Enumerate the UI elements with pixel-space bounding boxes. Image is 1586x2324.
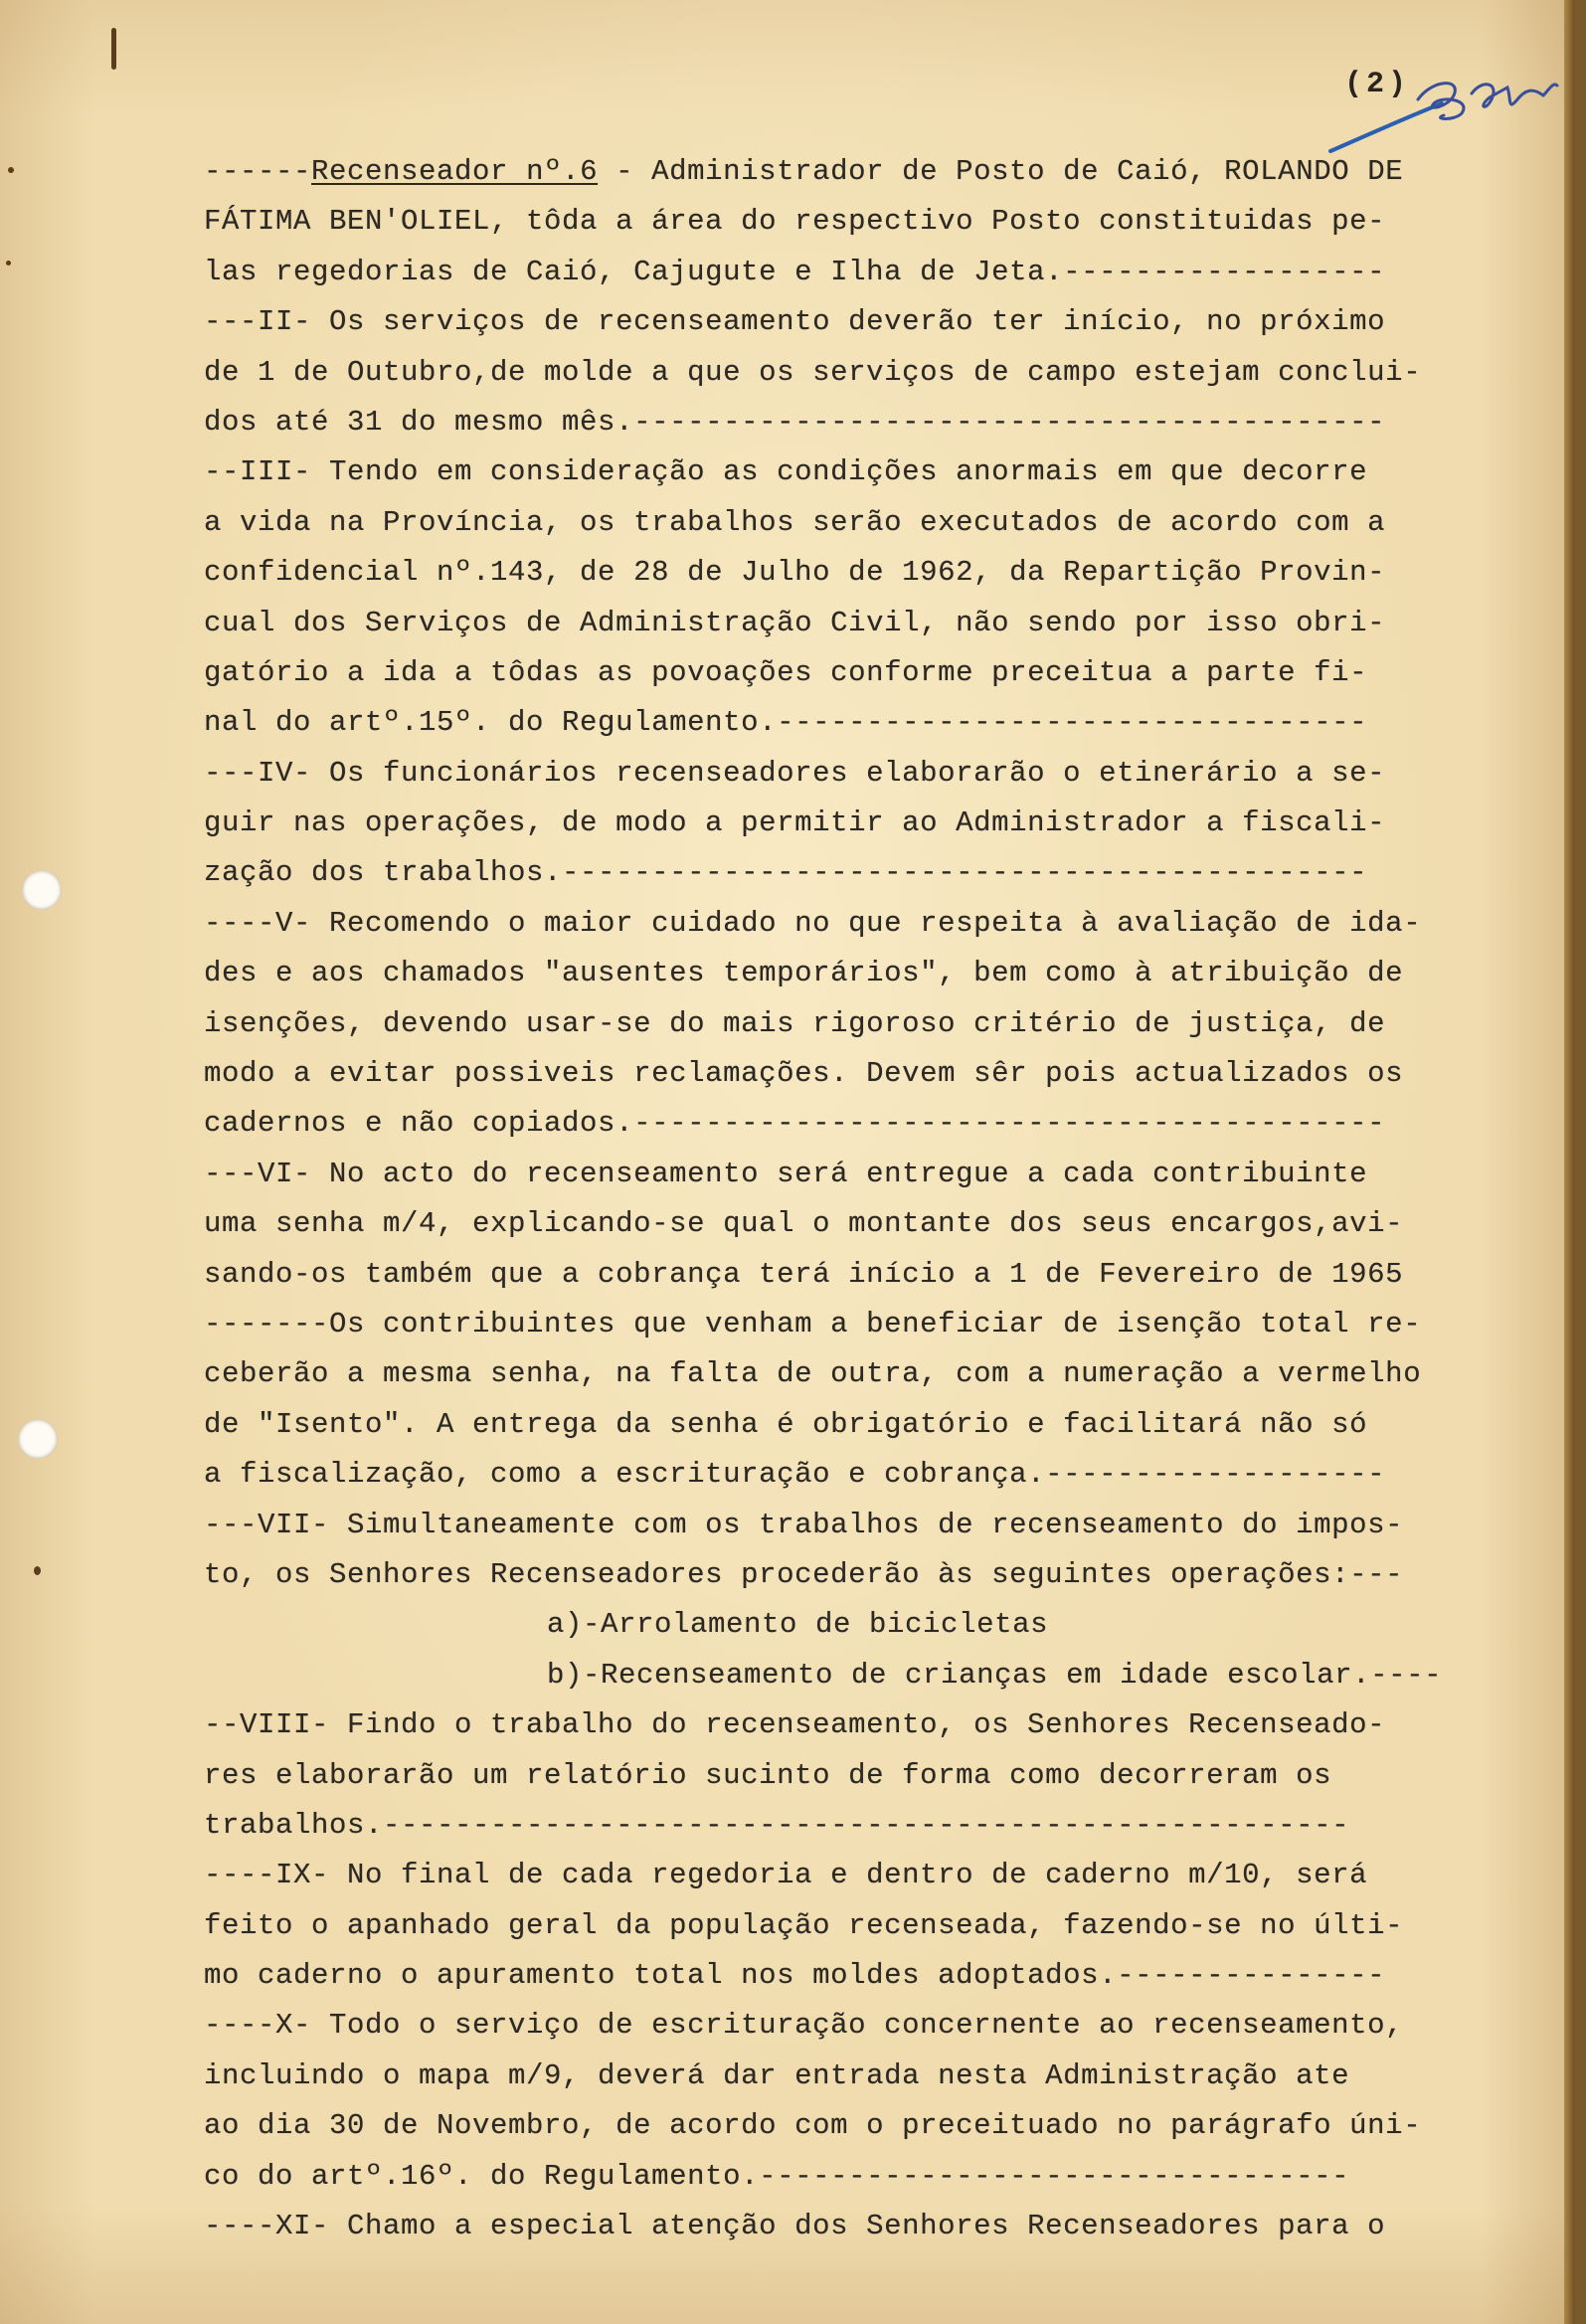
line-prefix: ------ bbox=[204, 155, 312, 188]
ink-spot bbox=[34, 1566, 41, 1575]
text-line bbox=[204, 1851, 1571, 1900]
text-line bbox=[204, 548, 1571, 598]
text-line bbox=[204, 348, 1571, 398]
text-line bbox=[204, 1801, 1571, 1851]
ink-spot bbox=[6, 261, 11, 266]
line-text: ---VII- Simultaneamente com os trabalhos de recenseamento do impos- bbox=[204, 1508, 1404, 1541]
line-text: ---VI- No acto do recenseamento será entregue a cada contribuinte bbox=[204, 1157, 1368, 1190]
text-line bbox=[204, 1751, 1571, 1801]
text-line bbox=[204, 1099, 1571, 1149]
line-text: res elaborarão um relatório sucinto de forma como decorreram os bbox=[204, 1758, 1332, 1792]
ink-spot bbox=[111, 28, 116, 70]
text-line bbox=[204, 1951, 1571, 2001]
line-text: a vida na Província, os trabalhos serão executados de acordo com a bbox=[204, 505, 1386, 539]
line-text: a)-Arrolamento de bicicletas bbox=[547, 1608, 1049, 1642]
line-text: incluindo o mapa m/9, deverá dar entrada nesta Administração ate bbox=[204, 2058, 1350, 2092]
text-line bbox=[204, 1901, 1571, 1951]
line-text: feito o apanhado geral da população recenseada, fazendo-se no últi- bbox=[204, 1908, 1404, 1942]
text-line bbox=[204, 297, 1571, 347]
text-line bbox=[204, 698, 1571, 748]
line-text: trabalhos.------------------------------------------------------ bbox=[204, 1808, 1350, 1842]
text-line bbox=[204, 1300, 1571, 1349]
line-text: b)-Recenseamento de crianças em idade escolar.---- bbox=[547, 1658, 1443, 1692]
text-line bbox=[204, 1349, 1571, 1399]
text-line bbox=[204, 1049, 1571, 1099]
line-text: a fiscalização, como a escrituração e cobrança.------------------- bbox=[204, 1458, 1386, 1492]
line-text: de 1 de Outubro,de molde a que os serviços de campo estejam conclui- bbox=[204, 355, 1422, 389]
line-text: ---IV- Os funcionários recenseadores elaborarão o etinerário a se- bbox=[204, 756, 1386, 790]
text-line bbox=[204, 1550, 1571, 1600]
line-text: --VIII- Findo o trabalho do recenseamento, os Senhores Recenseado- bbox=[204, 1708, 1386, 1742]
text-line bbox=[204, 999, 1571, 1049]
line-text: confidencial nº.143, de 28 de Julho de 1962, da Repartição Provin- bbox=[204, 556, 1386, 590]
underlined-heading: Recenseador nº.6 bbox=[311, 155, 599, 188]
text-line bbox=[204, 899, 1571, 949]
line-text: --III- Tendo em consideração as condições anormais em que decorre bbox=[204, 455, 1368, 489]
line-text: ----IX- No final de cada regedoria e dentro de caderno m/10, será bbox=[204, 1859, 1368, 1892]
line-text: to, os Senhores Recenseadores procederão às seguintes operações:--- bbox=[204, 1557, 1404, 1591]
line-text: gatório a ida a tôdas as povoações conforme preceitua a parte fi- bbox=[204, 655, 1368, 689]
line-text: isenções, devendo usar-se do mais rigoroso critério de justiça, de bbox=[204, 1006, 1386, 1040]
text-line bbox=[204, 2202, 1571, 2251]
line-text: co do artº.16º. do Regulamento.--------------------------------- bbox=[204, 2159, 1350, 2193]
text-line bbox=[204, 1651, 1571, 1700]
text-line bbox=[204, 498, 1571, 548]
text-line bbox=[204, 248, 1571, 297]
text-line bbox=[204, 749, 1571, 799]
line-text: - Administrador de Posto de Caió, ROLANDO DE bbox=[598, 155, 1404, 188]
ink-spot bbox=[8, 167, 14, 173]
text-line bbox=[204, 2101, 1571, 2151]
line-text: de "Isento". A entrega da senha é obrigatório e facilitará não só bbox=[204, 1407, 1368, 1441]
text-line bbox=[204, 1150, 1571, 1199]
text-line bbox=[204, 147, 1571, 197]
punch-hole bbox=[18, 1419, 58, 1459]
line-text: zação dos trabalhos.--------------------------------------------- bbox=[204, 856, 1368, 890]
text-line bbox=[204, 1501, 1571, 1550]
line-text: guir nas operações, de modo a permitir ao Administrador a fiscali- bbox=[204, 806, 1386, 840]
text-line bbox=[204, 1199, 1571, 1249]
text-line bbox=[204, 599, 1571, 648]
line-text: ----XI- Chamo a especial atenção dos Senhores Recenseadores para o bbox=[204, 2210, 1386, 2243]
line-text: ----X- Todo o serviço de escrituração concernente ao recenseamento, bbox=[204, 2009, 1404, 2043]
text-line bbox=[204, 2052, 1571, 2101]
line-text: cual dos Serviços de Administração Civil, não sendo por isso obri- bbox=[204, 606, 1386, 639]
text-line bbox=[204, 1450, 1571, 1500]
text-line bbox=[204, 1700, 1571, 1750]
line-text: dos até 31 do mesmo mês.------------------------------------------ bbox=[204, 405, 1386, 439]
text-line bbox=[204, 1250, 1571, 1300]
text-line bbox=[204, 447, 1571, 497]
line-text: mo caderno o apuramento total nos moldes adoptados.--------------- bbox=[204, 1959, 1386, 1993]
text-line bbox=[204, 648, 1571, 698]
line-text: cadernos e não copiados.------------------------------------------ bbox=[204, 1107, 1386, 1141]
line-text: des e aos chamados "ausentes temporários", bem como à atribuição de bbox=[204, 957, 1404, 990]
line-text: modo a evitar possiveis reclamações. Devem sêr pois actualizados os bbox=[204, 1057, 1404, 1091]
line-text: ao dia 30 de Novembro, de acordo com o preceituado no parágrafo úni- bbox=[204, 2109, 1422, 2143]
line-text: ---II- Os serviços de recenseamento deverão ter início, no próximo bbox=[204, 305, 1386, 339]
text-line bbox=[204, 2001, 1571, 2051]
punch-hole bbox=[22, 870, 62, 910]
line-text: sando-os também que a cobrança terá início a 1 de Fevereiro de 1965 bbox=[204, 1257, 1404, 1291]
text-line bbox=[204, 949, 1571, 998]
text-line bbox=[204, 197, 1571, 247]
line-text: -------Os contribuintes que venham a beneficiar de isenção total re- bbox=[204, 1307, 1422, 1341]
line-text: ceberão a mesma senha, na falta de outra, com a numeração a vermelho bbox=[204, 1357, 1422, 1391]
line-text: FÁTIMA BEN'OLIEL, tôda a área do respectivo Posto constituidas pe- bbox=[204, 205, 1386, 239]
line-text: nal do artº.15º. do Regulamento.--------------------------------- bbox=[204, 706, 1368, 740]
text-line bbox=[204, 1600, 1571, 1650]
line-text: uma senha m/4, explicando-se qual o montante dos seus encargos,avi- bbox=[204, 1207, 1404, 1241]
text-line bbox=[204, 799, 1571, 848]
text-line bbox=[204, 848, 1571, 898]
line-text: las regedorias de Caió, Cajugute e Ilha de Jeta.------------------ bbox=[204, 255, 1386, 288]
page-number: (2) bbox=[1344, 68, 1411, 101]
signature-scribble bbox=[1322, 60, 1571, 159]
text-line bbox=[204, 1400, 1571, 1450]
text-line bbox=[204, 398, 1571, 447]
line-text: ----V- Recomendo o maior cuidado no que respeita à avaliação de ida- bbox=[204, 906, 1422, 940]
document-body bbox=[204, 147, 1571, 2251]
text-line bbox=[204, 2152, 1571, 2202]
